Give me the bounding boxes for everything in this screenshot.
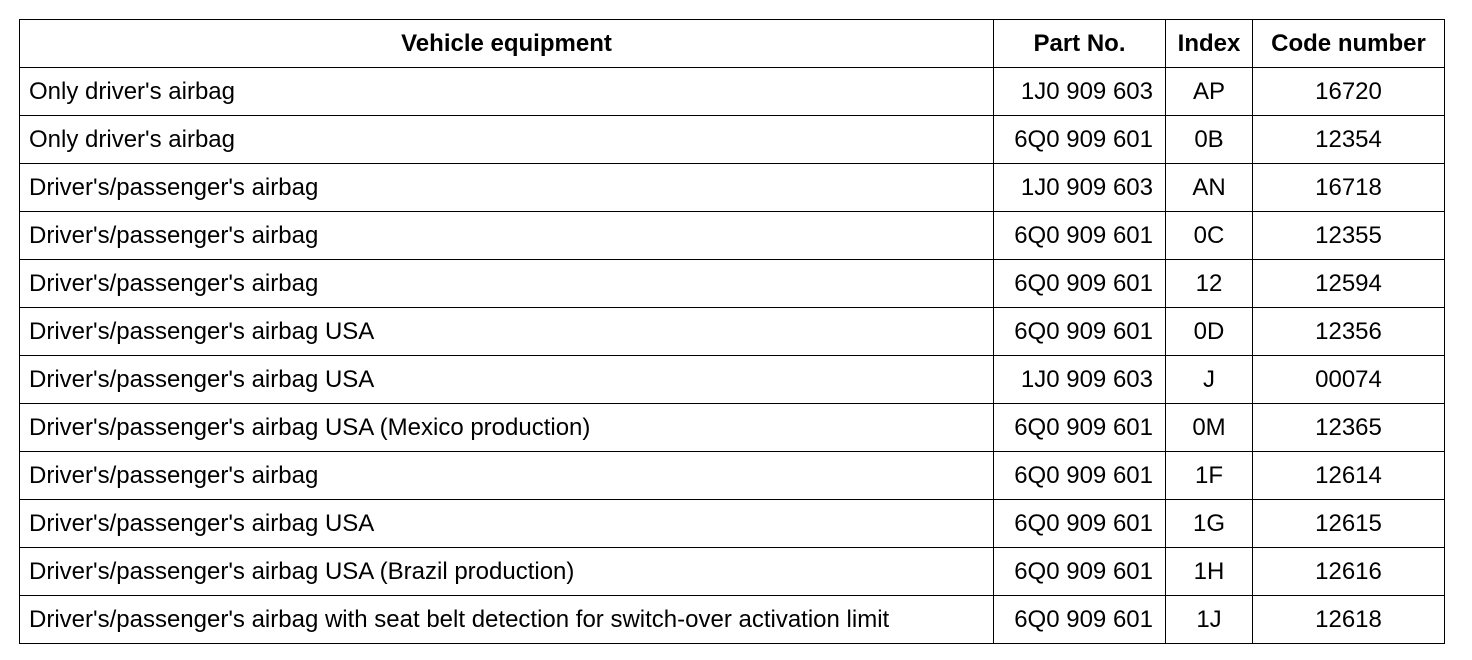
cell-code-number: 12594 [1253,260,1445,308]
cell-index: 1F [1166,452,1253,500]
cell-part-no: 6Q0 909 601 [994,116,1166,164]
table-row [20,212,1445,260]
cell-part-no: 6Q0 909 601 [994,212,1166,260]
cell-code-number: 12618 [1253,596,1445,644]
cell-index: 1H [1166,548,1253,596]
cell-equipment: Driver's/passenger's airbag [20,164,994,212]
cell-index: 1G [1166,500,1253,548]
table-row [20,548,1445,596]
cell-code-number: 12356 [1253,308,1445,356]
cell-index: 0D [1166,308,1253,356]
table-row [20,308,1445,356]
table-header-row [20,20,1445,68]
table-row [20,452,1445,500]
table-row [20,500,1445,548]
cell-part-no: 1J0 909 603 [994,356,1166,404]
header-part-no: Part No. [994,20,1166,68]
cell-equipment: Only driver's airbag [20,68,994,116]
cell-part-no: 6Q0 909 601 [994,452,1166,500]
cell-equipment: Driver's/passenger's airbag USA (Brazil production) [20,548,994,596]
table-row [20,68,1445,116]
cell-part-no: 6Q0 909 601 [994,500,1166,548]
cell-index: 12 [1166,260,1253,308]
cell-code-number: 12365 [1253,404,1445,452]
table-row [20,260,1445,308]
cell-code-number: 12614 [1253,452,1445,500]
table-row [20,164,1445,212]
cell-equipment: Driver's/passenger's airbag [20,212,994,260]
cell-equipment: Driver's/passenger's airbag USA [20,500,994,548]
cell-part-no: 6Q0 909 601 [994,596,1166,644]
header-vehicle-equipment: Vehicle equipment [20,20,994,68]
cell-equipment: Driver's/passenger's airbag [20,260,994,308]
cell-equipment: Only driver's airbag [20,116,994,164]
cell-code-number: 16720 [1253,68,1445,116]
cell-code-number: 12615 [1253,500,1445,548]
table-row [20,116,1445,164]
cell-equipment: Driver's/passenger's airbag with seat belt detection for switch-over activation limit [20,596,994,644]
cell-index: 0B [1166,116,1253,164]
cell-equipment: Driver's/passenger's airbag USA [20,356,994,404]
cell-equipment: Driver's/passenger's airbag [20,452,994,500]
cell-equipment: Driver's/passenger's airbag USA [20,308,994,356]
cell-index: AP [1166,68,1253,116]
cell-part-no: 6Q0 909 601 [994,308,1166,356]
cell-code-number: 12355 [1253,212,1445,260]
table-row [20,404,1445,452]
cell-index: 0C [1166,212,1253,260]
cell-index: 0M [1166,404,1253,452]
cell-part-no: 6Q0 909 601 [994,404,1166,452]
header-index: Index [1166,20,1253,68]
table-row [20,596,1445,644]
table-row [20,356,1445,404]
cell-part-no: 6Q0 909 601 [994,548,1166,596]
cell-equipment: Driver's/passenger's airbag USA (Mexico production) [20,404,994,452]
cell-index: 1J [1166,596,1253,644]
cell-code-number: 16718 [1253,164,1445,212]
header-code-number: Code number [1253,20,1445,68]
cell-index: J [1166,356,1253,404]
cell-part-no: 6Q0 909 601 [994,260,1166,308]
cell-code-number: 12616 [1253,548,1445,596]
cell-index: AN [1166,164,1253,212]
cell-code-number: 12354 [1253,116,1445,164]
cell-part-no: 1J0 909 603 [994,164,1166,212]
parts-table [19,19,1445,644]
cell-part-no: 1J0 909 603 [994,68,1166,116]
cell-code-number: 00074 [1253,356,1445,404]
